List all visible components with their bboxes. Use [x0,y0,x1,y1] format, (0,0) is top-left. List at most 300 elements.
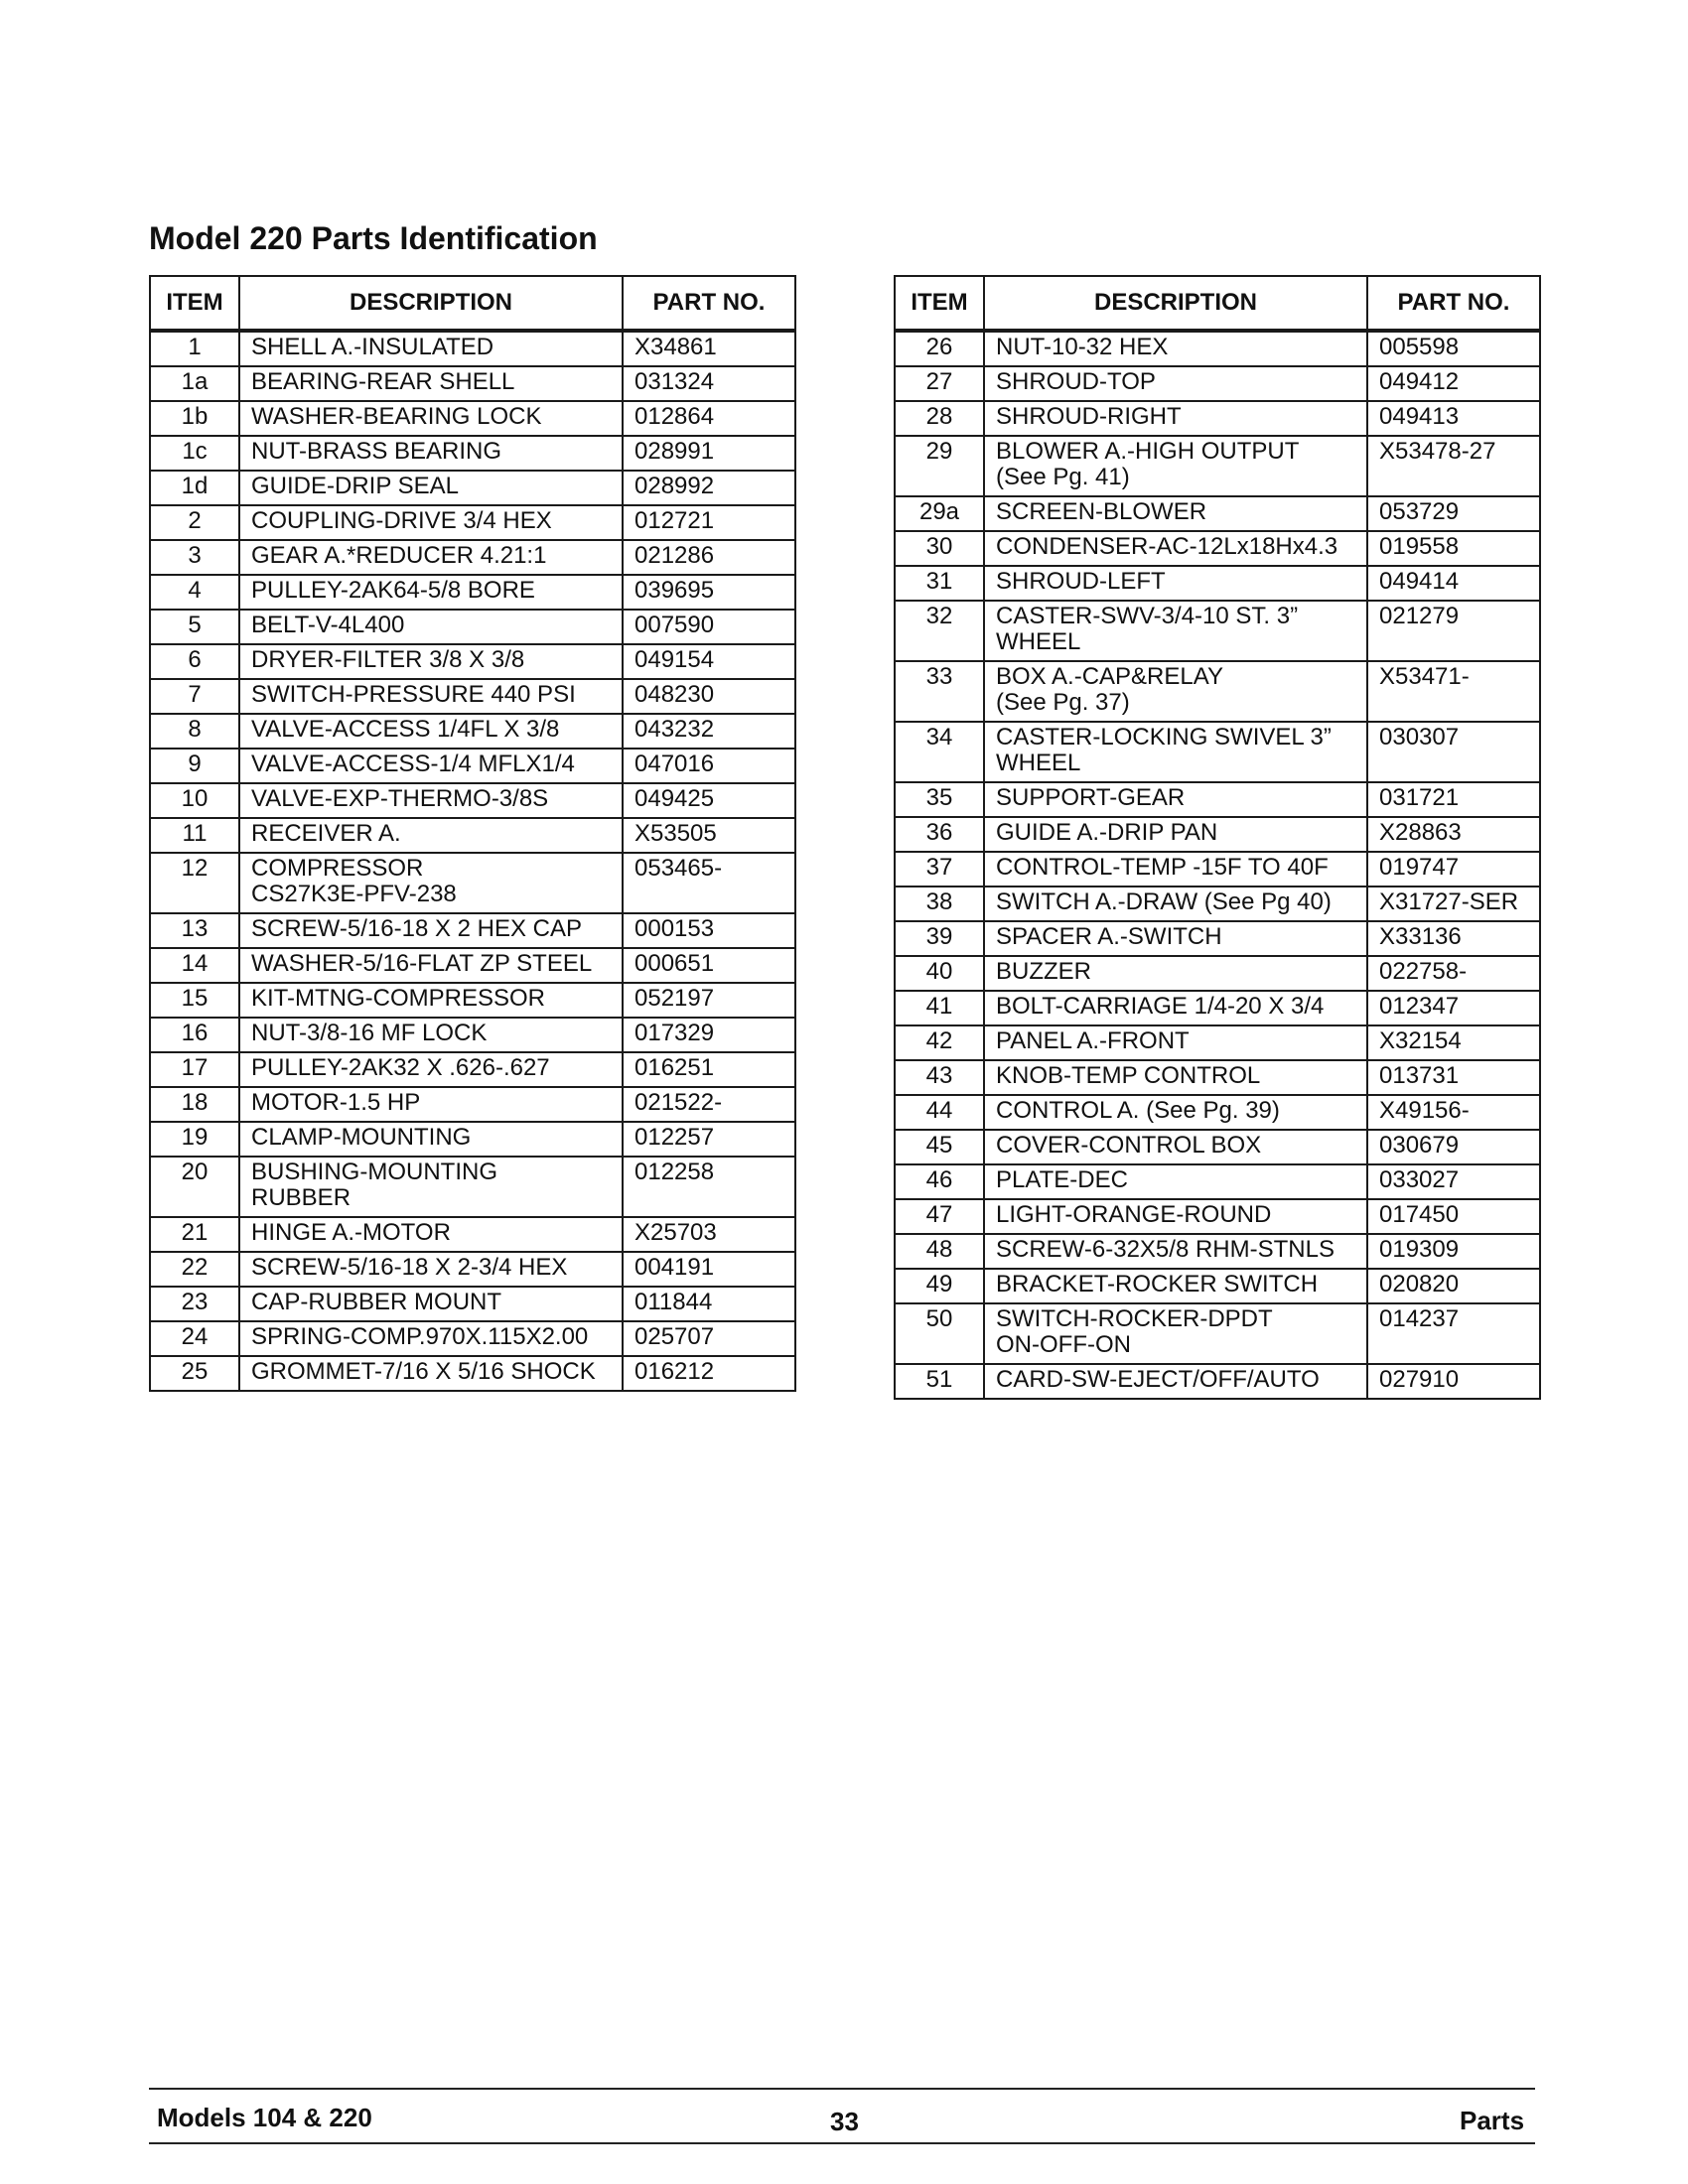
part-number: 017329 [623,1018,795,1052]
description-line: NUT-10-32 HEX [996,334,1169,360]
item-number: 18 [150,1087,239,1122]
part-number: 033027 [1367,1164,1540,1199]
description-line: PANEL A.-FRONT [996,1027,1190,1054]
part-number: X53471- [1367,661,1540,722]
part-description [984,1060,1367,1095]
description-line: WASHER-BEARING LOCK [251,403,542,430]
part-number: 025707 [623,1321,795,1356]
description-line: VALVE-EXP-THERMO-3/8S [251,785,549,812]
description-line: VALVE-ACCESS-1/4 MFLX1/4 [251,751,575,777]
part-description [239,610,623,644]
part-number: 012721 [623,505,795,540]
part-number: 012347 [1367,991,1540,1025]
part-description [239,1252,623,1287]
parts-table-right [894,275,1541,1400]
part-description [239,1356,623,1391]
item-number: 8 [150,714,239,749]
table-row [150,818,795,853]
description-line: SWITCH-ROCKER-DPDT [996,1305,1273,1332]
part-description [239,818,623,853]
description-line: WASHER-5/16-FLAT ZP STEEL [251,950,593,977]
part-description [239,1052,623,1087]
table-row [150,1287,795,1321]
part-number: 012257 [623,1122,795,1157]
part-description [984,436,1367,496]
part-number: 012864 [623,401,795,436]
part-description [984,1130,1367,1164]
table-row [150,1217,795,1252]
item-number: 1c [150,436,239,471]
item-number: 43 [895,1060,984,1095]
table-row [895,817,1540,852]
table-row [150,575,795,610]
part-description [239,1122,623,1157]
item-number: 1a [150,366,239,401]
part-description [239,1157,623,1217]
table-row [895,366,1540,401]
description-line: SHELL A.-INSULATED [251,334,494,360]
item-number: 37 [895,852,984,887]
part-description [239,331,623,366]
part-number: X28863 [1367,817,1540,852]
part-number: X49156- [1367,1095,1540,1130]
part-number: 019747 [1367,852,1540,887]
table-row [895,852,1540,887]
description-line: SHROUD-LEFT [996,568,1166,595]
description-line: PLATE-DEC [996,1166,1128,1193]
item-number: 27 [895,366,984,401]
item-number: 29a [895,496,984,531]
description-line: SHROUD-RIGHT [996,403,1182,430]
part-number: 049412 [1367,366,1540,401]
item-number: 48 [895,1234,984,1269]
part-description [239,436,623,471]
table-row [895,331,1540,366]
description-line: SCREW-5/16-18 X 2 HEX CAP [251,915,583,942]
part-number: 021279 [1367,601,1540,661]
item-number: 47 [895,1199,984,1234]
part-number: 000153 [623,913,795,948]
part-description [239,1018,623,1052]
header-item: ITEM [895,276,984,331]
part-number: 019309 [1367,1234,1540,1269]
item-number: 50 [895,1303,984,1364]
part-description [984,722,1367,782]
part-number: 030307 [1367,722,1540,782]
part-description [239,1217,623,1252]
item-number: 41 [895,991,984,1025]
part-description [984,1025,1367,1060]
part-number: 043232 [623,714,795,749]
table-row [150,366,795,401]
part-description [984,921,1367,956]
description-line: CAP-RUBBER MOUNT [251,1289,502,1315]
table-row [150,331,795,366]
description-line: RUBBER [251,1184,352,1211]
table-row [150,983,795,1018]
item-number: 32 [895,601,984,661]
part-description [239,853,623,913]
part-number: 031721 [1367,782,1540,817]
description-line: PULLEY-2AK64-5/8 BORE [251,577,535,604]
description-line: RECEIVER A. [251,820,401,847]
table-row [895,1095,1540,1130]
part-number: 019558 [1367,531,1540,566]
table-row [895,921,1540,956]
part-description [984,366,1367,401]
item-number: 11 [150,818,239,853]
description-line: DRYER-FILTER 3/8 X 3/8 [251,646,525,673]
table-row [895,661,1540,722]
part-description [984,956,1367,991]
description-line: BELT-V-4L400 [251,612,405,638]
footer-model-label: Models 104 & 220 [157,2103,372,2132]
item-number: 29 [895,436,984,496]
header-part-no: PART NO. [1367,276,1540,331]
item-number: 23 [150,1287,239,1321]
description-line: SCREW-5/16-18 X 2-3/4 HEX [251,1254,568,1281]
description-line: PULLEY-2AK32 X .626-.627 [251,1054,550,1081]
description-line: GEAR A.*REDUCER 4.21:1 [251,542,547,569]
description-line: SPACER A.-SWITCH [996,923,1222,950]
table-row [150,505,795,540]
part-number: 047016 [623,749,795,783]
part-number: 016212 [623,1356,795,1391]
item-number: 45 [895,1130,984,1164]
part-number: 004191 [623,1252,795,1287]
item-number: 15 [150,983,239,1018]
table-row [150,471,795,505]
part-description [239,714,623,749]
table-row [895,531,1540,566]
item-number: 33 [895,661,984,722]
description-line: KNOB-TEMP CONTROL [996,1062,1261,1089]
description-line: WHEEL [996,750,1081,776]
table-row [895,956,1540,991]
part-description [239,366,623,401]
header-item: ITEM [150,276,239,331]
table-row [150,714,795,749]
part-description [239,1087,623,1122]
part-description [239,575,623,610]
table-row [895,1164,1540,1199]
part-description [239,783,623,818]
part-description [984,887,1367,921]
part-description [239,1321,623,1356]
table-row [150,783,795,818]
table-row [895,401,1540,436]
table-row [895,1025,1540,1060]
part-number: 016251 [623,1052,795,1087]
item-number: 1 [150,331,239,366]
table-row [150,644,795,679]
part-number: 031324 [623,366,795,401]
part-number: 049154 [623,644,795,679]
item-number: 51 [895,1364,984,1399]
part-description [239,1287,623,1321]
part-description [984,1303,1367,1364]
description-line: BUSHING-MOUNTING [251,1159,497,1185]
part-number: X25703 [623,1217,795,1252]
item-number: 2 [150,505,239,540]
description-line: SUPPORT-GEAR [996,784,1186,811]
description-line: CONTROL-TEMP -15F TO 40F [996,854,1329,881]
item-number: 12 [150,853,239,913]
part-description [984,401,1367,436]
table-row [895,566,1540,601]
footer-rule-top [149,2088,1535,2090]
part-description [984,852,1367,887]
description-line: BOX A.-CAP&RELAY [996,663,1223,690]
description-line: CASTER-LOCKING SWIVEL 3” [996,724,1332,751]
part-number: 053465- [623,853,795,913]
table-row [150,1321,795,1356]
part-description [984,331,1367,366]
description-line: SPRING-COMP.970X.115X2.00 [251,1323,589,1350]
description-line: GROMMET-7/16 X 5/16 SHOCK [251,1358,596,1385]
table-row [150,679,795,714]
table-row [895,1303,1540,1364]
part-number: 017450 [1367,1199,1540,1234]
table-row [150,401,795,436]
part-description [239,540,623,575]
table-row [150,610,795,644]
description-line: (See Pg. 41) [996,464,1130,490]
part-description [984,531,1367,566]
part-number: X53505 [623,818,795,853]
description-line: CASTER-SWV-3/4-10 ST. 3” [996,603,1299,629]
part-number: X33136 [1367,921,1540,956]
item-number: 4 [150,575,239,610]
part-number: 021286 [623,540,795,575]
description-line: KIT-MTNG-COMPRESSOR [251,985,546,1012]
item-number: 25 [150,1356,239,1391]
part-number: 028992 [623,471,795,505]
table-row [150,1157,795,1217]
item-number: 39 [895,921,984,956]
part-number: 030679 [1367,1130,1540,1164]
part-description [239,505,623,540]
part-number: 049414 [1367,566,1540,601]
part-number: 005598 [1367,331,1540,366]
table-row [895,1199,1540,1234]
part-description [984,991,1367,1025]
part-description [984,1364,1367,1399]
table-row [150,436,795,471]
item-number: 40 [895,956,984,991]
description-line: SHROUD-TOP [996,368,1156,395]
description-line: SWITCH-PRESSURE 440 PSI [251,681,576,708]
table-row [150,1087,795,1122]
description-line: SCREW-6-32X5/8 RHM-STNLS [996,1236,1335,1263]
table-row [150,1122,795,1157]
table-row [895,1364,1540,1399]
item-number: 1b [150,401,239,436]
part-description [984,1234,1367,1269]
part-description [239,679,623,714]
description-line: COUPLING-DRIVE 3/4 HEX [251,507,552,534]
description-line: CS27K3E-PFV-238 [251,881,457,907]
description-line: CONTROL A. (See Pg. 39) [996,1097,1280,1124]
part-description [984,1164,1367,1199]
footer-rule-bottom [149,2142,1535,2144]
part-description [984,782,1367,817]
description-line: GUIDE A.-DRIP PAN [996,819,1218,846]
item-number: 38 [895,887,984,921]
part-number: X34861 [623,331,795,366]
item-number: 16 [150,1018,239,1052]
table-row [150,1018,795,1052]
table-row [150,1052,795,1087]
item-number: 44 [895,1095,984,1130]
part-number: 011844 [623,1287,795,1321]
description-line: VALVE-ACCESS 1/4FL X 3/8 [251,716,560,743]
table-row [895,1130,1540,1164]
part-number: X53478-27 [1367,436,1540,496]
item-number: 42 [895,1025,984,1060]
description-line: CARD-SW-EJECT/OFF/AUTO [996,1366,1320,1393]
item-number: 19 [150,1122,239,1157]
description-line: GUIDE-DRIP SEAL [251,473,459,499]
page-title: Model 220 Parts Identification [149,220,598,256]
part-description [984,1269,1367,1303]
footer-section-label: Parts [1460,2106,1525,2135]
part-number: 053729 [1367,496,1540,531]
part-description [984,1199,1367,1234]
part-description [239,644,623,679]
part-number: 013731 [1367,1060,1540,1095]
part-number: 027910 [1367,1364,1540,1399]
part-number: 000651 [623,948,795,983]
part-number: 052197 [623,983,795,1018]
table-row [150,948,795,983]
item-number: 17 [150,1052,239,1087]
description-line: BRACKET-ROCKER SWITCH [996,1271,1319,1297]
item-number: 31 [895,566,984,601]
part-description [984,496,1367,531]
item-number: 26 [895,331,984,366]
description-line: BEARING-REAR SHELL [251,368,515,395]
table-row [895,887,1540,921]
description-line: NUT-3/8-16 MF LOCK [251,1020,488,1046]
part-number: 020820 [1367,1269,1540,1303]
part-description [239,913,623,948]
description-line: NUT-BRASS BEARING [251,438,502,465]
item-number: 22 [150,1252,239,1287]
part-number: 022758- [1367,956,1540,991]
item-number: 13 [150,913,239,948]
item-number: 3 [150,540,239,575]
item-number: 36 [895,817,984,852]
description-line: CONDENSER-AC-12Lx18Hx4.3 [996,533,1338,560]
description-line: COVER-CONTROL BOX [996,1132,1262,1159]
description-line: CLAMP-MOUNTING [251,1124,472,1151]
description-line: SCREEN-BLOWER [996,498,1207,525]
item-number: 21 [150,1217,239,1252]
item-number: 14 [150,948,239,983]
description-line: MOTOR-1.5 HP [251,1089,421,1116]
part-number: 048230 [623,679,795,714]
description-line: (See Pg. 37) [996,689,1130,716]
part-number: X32154 [1367,1025,1540,1060]
part-number: 049425 [623,783,795,818]
description-line: BUZZER [996,958,1091,985]
item-number: 9 [150,749,239,783]
part-description [984,661,1367,722]
item-number: 30 [895,531,984,566]
item-number: 6 [150,644,239,679]
table-row [895,436,1540,496]
table-row [150,913,795,948]
item-number: 10 [150,783,239,818]
part-description [239,948,623,983]
part-description [984,566,1367,601]
item-number: 5 [150,610,239,644]
part-number: 049413 [1367,401,1540,436]
header-description: DESCRIPTION [239,276,623,331]
table-row [895,991,1540,1025]
table-row [895,1234,1540,1269]
description-line: BOLT-CARRIAGE 1/4-20 X 3/4 [996,993,1325,1020]
description-line: HINGE A.-MOTOR [251,1219,451,1246]
description-line: BLOWER A.-HIGH OUTPUT [996,438,1300,465]
part-description [239,749,623,783]
item-number: 28 [895,401,984,436]
part-number: 028991 [623,436,795,471]
table-row [895,782,1540,817]
description-line: WHEEL [996,628,1081,655]
table-row [895,601,1540,661]
table-header-row [895,276,1540,331]
description-line: COMPRESSOR [251,855,424,882]
description-line: SWITCH A.-DRAW (See Pg 40) [996,888,1332,915]
description-line: ON-OFF-ON [996,1331,1131,1358]
part-number: 012258 [623,1157,795,1217]
part-description [984,1095,1367,1130]
item-number: 49 [895,1269,984,1303]
table-row [150,749,795,783]
part-number: 014237 [1367,1303,1540,1364]
item-number: 34 [895,722,984,782]
item-number: 1d [150,471,239,505]
part-description [239,401,623,436]
description-line: LIGHT-ORANGE-ROUND [996,1201,1272,1228]
item-number: 20 [150,1157,239,1217]
table-row [150,1356,795,1391]
table-row [150,540,795,575]
table-row [895,722,1540,782]
table-row [895,496,1540,531]
item-number: 35 [895,782,984,817]
part-number: 021522- [623,1087,795,1122]
part-description [984,601,1367,661]
table-row [895,1269,1540,1303]
part-number: X31727-SER [1367,887,1540,921]
header-description: DESCRIPTION [984,276,1367,331]
item-number: 46 [895,1164,984,1199]
page-number: 33 [830,2107,859,2136]
header-part-no: PART NO. [623,276,795,331]
part-description [239,471,623,505]
table-row [150,853,795,913]
part-description [984,817,1367,852]
parts-table-left [149,275,796,1392]
table-row [895,1060,1540,1095]
table-row [150,1252,795,1287]
item-number: 7 [150,679,239,714]
item-number: 24 [150,1321,239,1356]
part-number: 039695 [623,575,795,610]
